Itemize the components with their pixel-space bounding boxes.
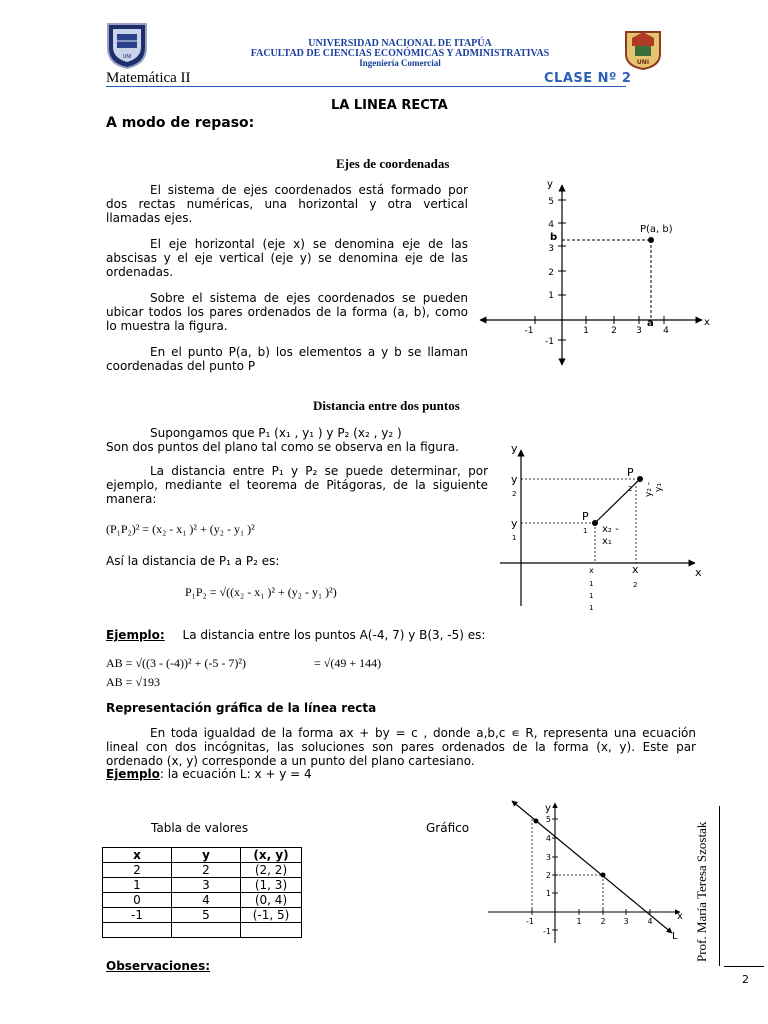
table-cell: (0, 4) <box>241 893 302 908</box>
section3-p1: En toda igualdad de la forma ax + by = c , donde a,b,c ∊ R, representa una ecuación lineal con dos incógnitas, las soluciones son pares ordenados de la forma (x, y). Este par ordenado (x, y) corresponde a un punto del plano cartesiano. <box>106 726 696 768</box>
svg-text:1: 1 <box>512 534 517 542</box>
y-tick: 4 <box>545 834 551 843</box>
section1-p1: El sistema de ejes coordenados está formado por dos rectas numéricas, una horizontal y otra vertical llamadas ejes. <box>106 183 468 225</box>
university-name: UNIVERSIDAD NACIONAL DE ITAPÚA <box>308 38 492 49</box>
y-tick: 5 <box>545 815 551 824</box>
footer-rule <box>724 966 764 967</box>
table-row <box>103 893 302 908</box>
table-cell <box>241 923 302 938</box>
svg-text:2: 2 <box>628 485 633 493</box>
page-title: LA LINEA RECTA <box>331 98 448 113</box>
y-tick: 3 <box>545 853 551 862</box>
line-label: L <box>672 931 678 942</box>
coordinate-axes-graph <box>474 175 720 370</box>
point-2-2 <box>601 873 606 878</box>
table-caption: Tabla de valores <box>151 821 249 835</box>
section2-p1b: Son dos puntos del plano tal como se observa en la figura. <box>106 440 459 454</box>
distance-formula-squared: (P₁P₂)² = (x₂ - x₁ )² + (y₂ - y₁ )² <box>106 522 255 536</box>
table-cell <box>172 923 241 938</box>
example1-calc-line2: AB = √193 <box>106 675 161 689</box>
page-number: 2 <box>742 973 749 986</box>
svg-text:y₂ -: y₂ - <box>644 481 654 497</box>
point-p <box>648 237 654 243</box>
svg-text:1: 1 <box>583 527 588 535</box>
table-header: x <box>103 848 172 863</box>
table-cell <box>103 923 172 938</box>
y-tick: -1 <box>543 927 551 936</box>
y-tick: 4 <box>548 220 554 230</box>
y-tick: 2 <box>548 268 554 278</box>
axis-y-label: y <box>545 803 551 814</box>
svg-text:x: x <box>632 563 639 576</box>
y-tick: 1 <box>548 291 554 301</box>
x-tick: 3 <box>636 326 642 336</box>
point-p-label: P(a, b) <box>640 224 673 235</box>
distance-formula: P₁P₂ = √((x₂ - x₁ )² + (y₂ - y₁ )²) <box>185 585 337 599</box>
table-row <box>103 923 302 938</box>
y-tick: 5 <box>548 197 554 207</box>
section2-p3: Así la distancia de P₁ a P₂ es: <box>106 554 280 568</box>
faculty-name: FACULTAD DE CIENCIAS ECONÓMICAS Y ADMINISTRATIVAS <box>250 48 550 59</box>
axis-x-label: x <box>695 566 702 579</box>
table-row <box>103 908 302 923</box>
section1-p2: El eje horizontal (eje x) se denomina eje de las abscisas y el eje vertical (eje y) se denomina eje de las ordenadas. <box>106 237 468 279</box>
x-tick: 2 <box>600 917 606 926</box>
section3-heading: Representación gráfica de la línea recta <box>106 701 377 715</box>
example1-calc-line1: AB = √((3 - (-4))² + (-5 - 7)²) <box>106 656 246 670</box>
section2-p2: La distancia entre P₁ y P₂ se puede determinar, por ejemplo, mediante el teorema de Pitágoras, de la siguiente manera: <box>106 464 488 506</box>
side-rule <box>719 806 720 966</box>
svg-text:UNI: UNI <box>122 54 132 60</box>
section1-p4: En el punto P(a, b) los elementos a y b se llaman coordenadas del punto P <box>106 345 468 373</box>
table-cell: (2, 2) <box>241 863 302 878</box>
x-tick: 3 <box>623 917 629 926</box>
point-neg1-5 <box>534 819 539 824</box>
x-tick: 4 <box>647 917 653 926</box>
section2-p1a: Supongamos que P₁ (x₁ , y₁ ) y P₂ (x₂ , y₂ ) <box>150 426 402 440</box>
left-logo <box>104 20 150 70</box>
values-table <box>102 847 302 938</box>
svg-text:y: y <box>511 517 518 530</box>
svg-text:2: 2 <box>512 490 517 498</box>
section1-heading: Ejes de coordenadas <box>336 156 450 171</box>
distance-graph <box>497 430 717 610</box>
axis-y-label: y <box>547 179 553 190</box>
svg-text:x: x <box>589 566 594 575</box>
svg-text:UNI: UNI <box>636 59 650 66</box>
x-tick: 2 <box>611 326 617 336</box>
table-cell: 1 <box>103 878 172 893</box>
svg-text:2: 2 <box>633 581 638 589</box>
table-cell: 3 <box>172 878 241 893</box>
section1-text <box>106 183 468 385</box>
table-cell: 2 <box>172 863 241 878</box>
class-label: CLASE Nº 2 <box>544 71 632 86</box>
svg-text:1: 1 <box>589 592 594 600</box>
table-header: y <box>172 848 241 863</box>
line-graph <box>484 797 694 945</box>
observaciones-heading: Observaciones: <box>106 959 211 973</box>
example1-label: Ejemplo: <box>106 628 165 642</box>
career-name: Ingeniería Comercial <box>359 58 441 68</box>
y-tick: 1 <box>545 889 551 898</box>
axis-x-label: x <box>677 911 683 922</box>
svg-text:y: y <box>511 473 518 486</box>
section3-example-label: Ejemplo <box>106 767 160 781</box>
table-cell: -1 <box>103 908 172 923</box>
table-header: (x, y) <box>241 848 302 863</box>
section2-heading: Distancia entre dos puntos <box>313 398 460 413</box>
right-logo <box>624 26 662 70</box>
table-header-row <box>103 848 302 863</box>
axis-x-label: x <box>704 317 710 328</box>
x-tick: 4 <box>663 326 669 336</box>
header-rule <box>106 86 626 87</box>
table-cell: 2 <box>103 863 172 878</box>
table-row <box>103 863 302 878</box>
point-p1 <box>592 520 598 526</box>
author-name: Prof. María Teresa Szostak <box>694 821 709 962</box>
x-tick: -1 <box>526 917 534 926</box>
svg-text:x₂ -: x₂ - <box>602 524 619 535</box>
table-cell: 0 <box>103 893 172 908</box>
svg-text:x₁: x₁ <box>602 536 612 547</box>
x-tick: 1 <box>583 326 589 336</box>
point-p2 <box>637 476 643 482</box>
y-tick: -1 <box>545 337 554 347</box>
x-tick: 1 <box>576 917 582 926</box>
section3-example-text: : la ecuación L: x + y = 4 <box>159 767 312 781</box>
example1-calc-line1b: = √(49 + 144) <box>314 656 382 670</box>
svg-text:y₁: y₁ <box>654 483 664 492</box>
course-name: Matemática II <box>106 70 191 86</box>
table-row <box>103 878 302 893</box>
table-cell: (1, 3) <box>241 878 302 893</box>
table-cell: (-1, 5) <box>241 908 302 923</box>
example1-text: La distancia entre los puntos A(-4, 7) y B(3, -5) es: <box>182 628 486 642</box>
b-label: b <box>550 232 558 243</box>
section3-example <box>106 767 312 781</box>
svg-text:P: P <box>582 510 589 523</box>
a-label: a <box>647 318 654 329</box>
example1 <box>106 628 485 642</box>
table-cell: 4 <box>172 893 241 908</box>
x-tick: -1 <box>524 326 534 336</box>
svg-text:1: 1 <box>589 580 594 588</box>
table-cell: 5 <box>172 908 241 923</box>
svg-text:P: P <box>627 466 634 479</box>
graph-caption: Gráfico <box>426 821 470 835</box>
section2-text <box>106 426 488 506</box>
y-tick: 3 <box>548 244 554 254</box>
y-tick: 2 <box>545 871 551 880</box>
svg-text:1: 1 <box>589 604 594 610</box>
section1-p3: Sobre el sistema de ejes coordenados se pueden ubicar todos los pares ordenados de la forma (a, b), como lo muestra la figura. <box>106 291 468 333</box>
axis-y-label: y <box>511 442 518 455</box>
page-subtitle: A modo de repaso: <box>106 115 255 131</box>
